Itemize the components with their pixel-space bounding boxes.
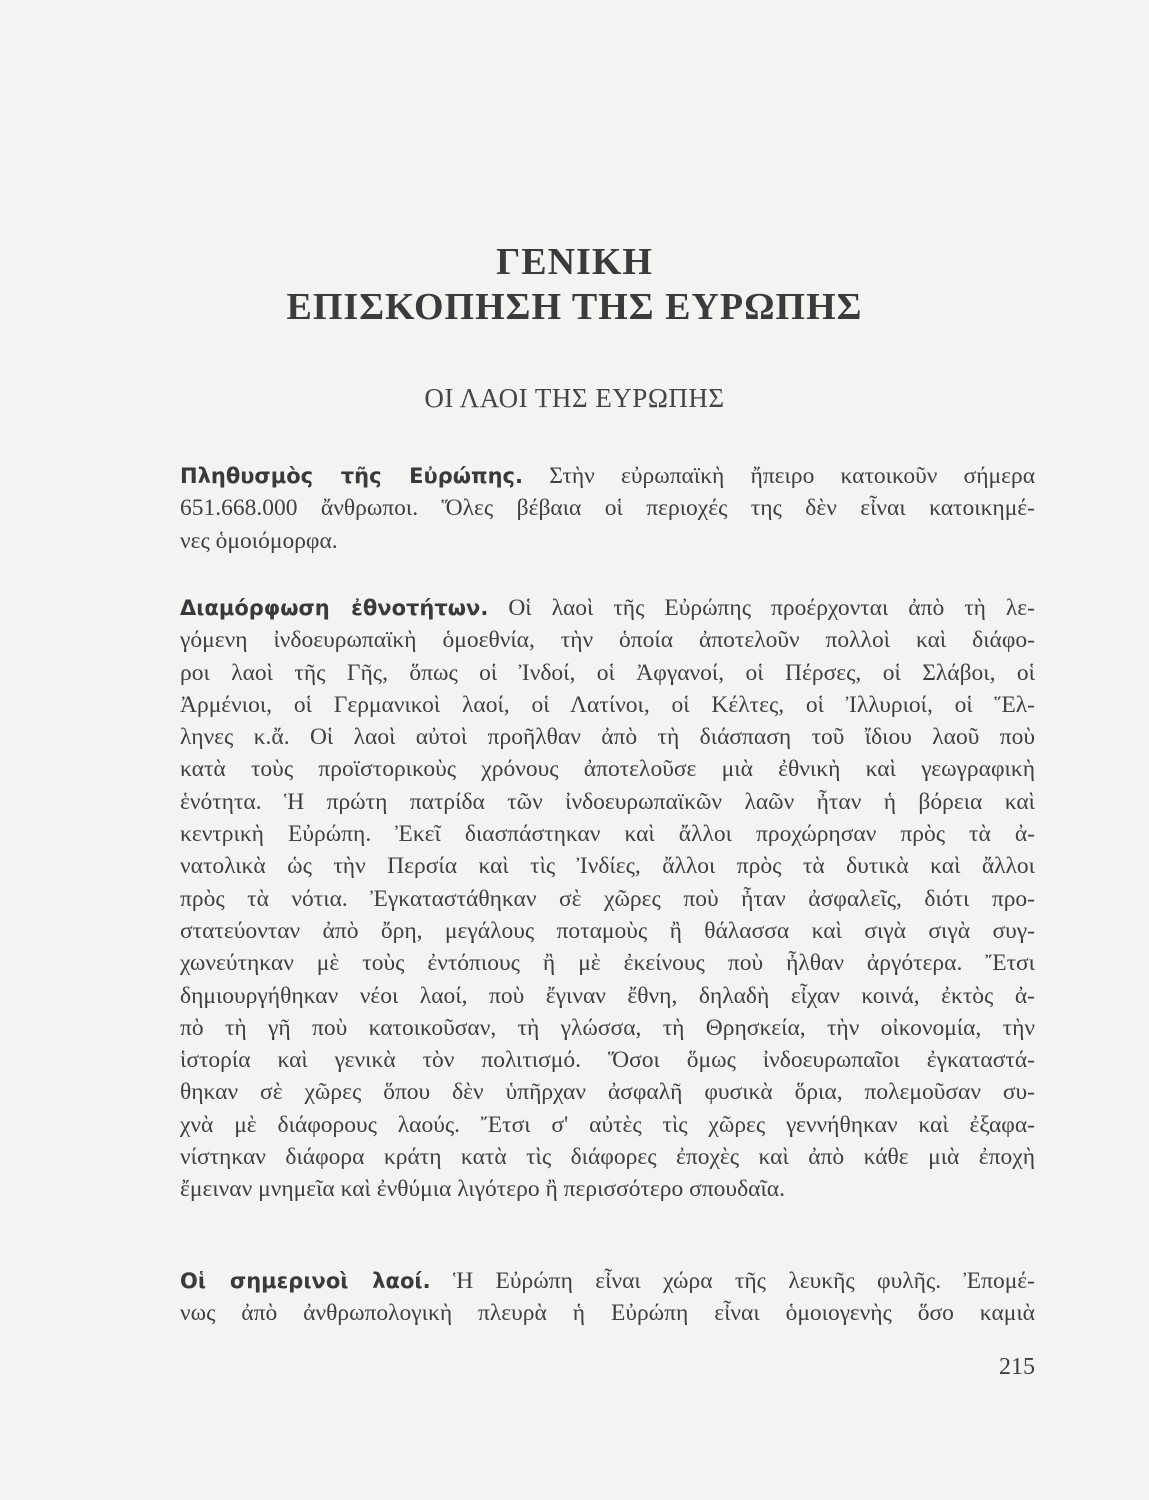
- paragraph-ethnicities: [180, 592, 1035, 1206]
- paragraph-line: 651.668.000 ἄνθρωποι. Ὅλες βέβαια οἱ περιοχές της δὲν εἶναι κατοικημέ-: [180, 495, 1035, 522]
- chapter-title-line-1: ΓΕΝΙΚΗ: [496, 241, 653, 283]
- paragraph-line-text: Ἡ Εὐρώπη εἶναι χώρα τῆς λευκῆς φυλῆς. Ἐπομέ-: [452, 1268, 1035, 1294]
- paragraph-line: θηκαν σὲ χῶρες ὅπου δὲν ὑπῆρχαν ἀσφαλῆ φυσικὰ ὅρια, πολεμοῦσαν συ-: [180, 1079, 1035, 1106]
- paragraph-line: κατὰ τοὺς προϊστορικοὺς χρόνους ἀποτελοῦσε μιὰ ἐθνικὴ καὶ γεωγραφικὴ: [180, 756, 1035, 783]
- paragraph-current-peoples: [180, 1265, 1035, 1330]
- paragraph-line: χωνεύτηκαν μὲ τοὺς ἐντόπιους ἢ μὲ ἐκείνους ποὺ ἦλθαν ἀργότερα. Ἔτσι: [180, 950, 1035, 977]
- paragraph-line: [180, 460, 1035, 492]
- paragraph-line: ροι λαοὶ τῆς Γῆς, ὅπως οἱ Ἰνδοί, οἱ Ἀφγανοί, οἱ Πέρσες, οἱ Σλάβοι, οἱ: [180, 659, 1035, 686]
- paragraph-line: γόμενη ἰνδοευρωπαϊκὴ ὁμοεθνία, τὴν ὁποία ἀποτελοῦν πολλοὶ καὶ διάφο-: [180, 627, 1035, 654]
- paragraph-line-text: Οἱ λαοὶ τῆς Εὐρώπης προέρχονται ἀπὸ τὴ λε-: [508, 595, 1036, 621]
- paragraph-line-text: Στὴν εὐρωπαϊκὴ ἤπειρο κατοικοῦν σήμερα: [549, 463, 1036, 489]
- paragraph-line: νες ὁμοιόμορφα.: [180, 527, 338, 554]
- section-heading: ΟΙ ΛΑΟΙ ΤΗΣ ΕΥΡΩΠΗΣ: [424, 383, 725, 413]
- page-number: 215: [999, 1354, 1035, 1380]
- paragraph-line: πὸ τὴ γῆ ποὺ κατοικοῦσαν, τὴ γλώσσα, τὴ Θρησκεία, τὴν οἰκονομία, τὴν: [180, 1014, 1035, 1041]
- paragraph-line: ἔμειναν μνημεῖα καὶ ἐνθύμια λιγότερο ἢ περισσότερο σπουδαῖα.: [180, 1176, 785, 1203]
- paragraph-line: [180, 592, 1035, 624]
- chapter-title-line-2: ΕΠΙΣΚΟΠΗΣΗ ΤΗΣ ΕΥΡΩΠΗΣ: [286, 286, 863, 328]
- paragraph-line: κεντρικὴ Εὐρώπη. Ἐκεῖ διασπάστηκαν καὶ ἄλλοι προχώρησαν πρὸς τὰ ἀ-: [180, 821, 1035, 848]
- paragraph-line: χνὰ μὲ διάφορους λαούς. Ἔτσι σ' αὐτὲς τὶς χῶρες γεννήθηκαν καὶ ἐξαφα-: [180, 1111, 1035, 1138]
- paragraph-lead: Διαμόρφωση ἐθνοτήτων.: [180, 596, 489, 620]
- paragraph-lead: Οἱ σημερινοὶ λαοί.: [180, 1269, 431, 1293]
- paragraph-line: δημιουργήθηκαν νέοι λαοί, ποὺ ἔγιναν ἔθνη, δηλαδὴ εἶχαν κοινά, ἐκτὸς ἀ-: [180, 982, 1035, 1009]
- paragraph-line: ληνες κ.ἄ. Οἱ λαοὶ αὐτοὶ προῆλθαν ἀπὸ τὴ διάσπαση τοῦ ἴδιου λαοῦ ποὺ: [180, 724, 1035, 751]
- paragraph-line: πρὸς τὰ νότια. Ἐγκαταστάθηκαν σὲ χῶρες ποὺ ἦταν ἀσφαλεῖς, διότι προ-: [180, 885, 1035, 912]
- paragraph-line: νίστηκαν διάφορα κράτη κατὰ τὶς διάφορες ἐποχὲς καὶ ἀπὸ κάθε μιὰ ἐποχὴ: [180, 1144, 1035, 1171]
- paragraph-line: νως ἀπὸ ἀνθρωπολογικὴ πλευρὰ ἡ Εὐρώπη εἶναι ὁμοιογενὴς ὅσο καμιὰ: [180, 1300, 1035, 1327]
- paragraph-line: ἱστορία καὶ γενικὰ τὸν πολιτισμό. Ὅσοι ὅμως ἰνδοευρωπαῖοι ἐγκαταστά-: [180, 1047, 1035, 1074]
- paragraph-lead: Πληθυσμὸς τῆς Εὐρώπης.: [180, 464, 523, 488]
- paragraph-line: νατολικὰ ὡς τὴν Περσία καὶ τὶς Ἰνδίες, ἄλλοι πρὸς τὰ δυτικὰ καὶ ἄλλοι: [180, 853, 1035, 880]
- paragraph-line: Ἀρμένιοι, οἱ Γερμανικοὶ λαοί, οἱ Λατίνοι, οἱ Κέλτες, οἱ Ἰλλυριοί, οἱ Ἕλ-: [180, 691, 1035, 718]
- paragraph-line: στατεύονταν ἀπὸ ὄρη, μεγάλους ποταμοὺς ἢ θάλασσα καὶ σιγὰ σιγὰ συγ-: [180, 917, 1035, 944]
- paragraph-line: ἑνότητα. Ἡ πρώτη πατρίδα τῶν ἰνδοευρωπαϊκῶν λαῶν ἦταν ἡ βόρεια καὶ: [180, 788, 1035, 815]
- paragraph-line: [180, 1265, 1035, 1297]
- paragraph-population: [180, 460, 1035, 557]
